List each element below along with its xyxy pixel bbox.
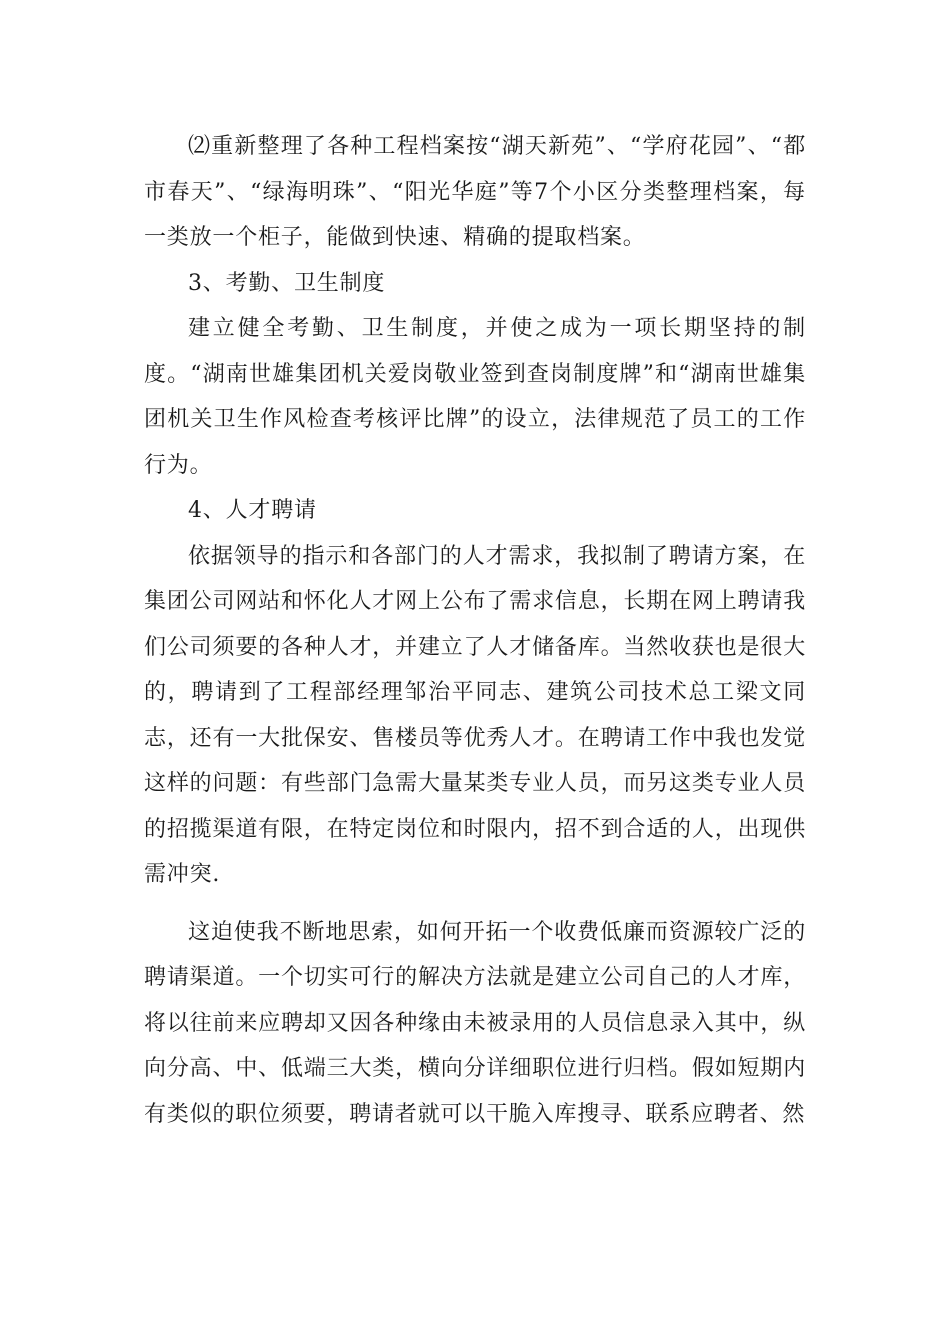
section-heading-attendance-hygiene: 3、考勤、卫生制度 [188, 270, 386, 296]
paragraph-archive-organization: ⑵重新整理了各种工程档案按“湖天新苑”、“学府花园”、“都市春天”、“绿海明珠”、“阳光华庭”等7个小区分类整理档案，每一类放一个柜子，能做到快速、精确的提取档案。 [144, 134, 806, 250]
paragraph-recruitment: 依据领导的指示和各部门的人才需求，我拟制了聘请方案，在集团公司网站和怀化人才网上公布了需求信息，长期在网上聘请我们公司须要的各种人才，并建立了人才储备库。当然收获也是很大的，聘请到了工程部经理邹治平同志、建筑公司技术总工梁文同志，还有一大批保安、售楼员等优秀人才。在聘请工作中我也发觉这样的问题：有些部门急需大量某类专业人员，而另这类专业人员的招揽渠道有限，在特定岗位和时限内，招不到合适的人，出现供需冲突. [144, 543, 806, 887]
section-heading-recruitment: 4、人才聘请 [188, 498, 317, 523]
paragraph-talent-pool: 这迫使我不断地思索，如何开拓一个收费低廉而资源较广泛的聘请渠道。一个切实可行的解决方法就是建立公司自己的人才库，将以往前来应聘却又因各种缘由未被录用的人员信息录入其中，纵向分高、中、低端三大类，横向分详细职位进行归档。假如短期内有类似的职位须要，聘请者就可以干脆入库搜寻、联系应聘者、然 [144, 919, 806, 1127]
paragraph-attendance-hygiene: 建立健全考勤、卫生制度，并使之成为一项长期坚持的制度。“湖南世雄集团机关爱岗敬业签到查岗制度牌”和“湖南世雄集团机关卫生作风检查考核评比牌”的设立，法律规范了员工的工作行为。 [144, 316, 806, 478]
document-body [144, 124, 806, 1137]
